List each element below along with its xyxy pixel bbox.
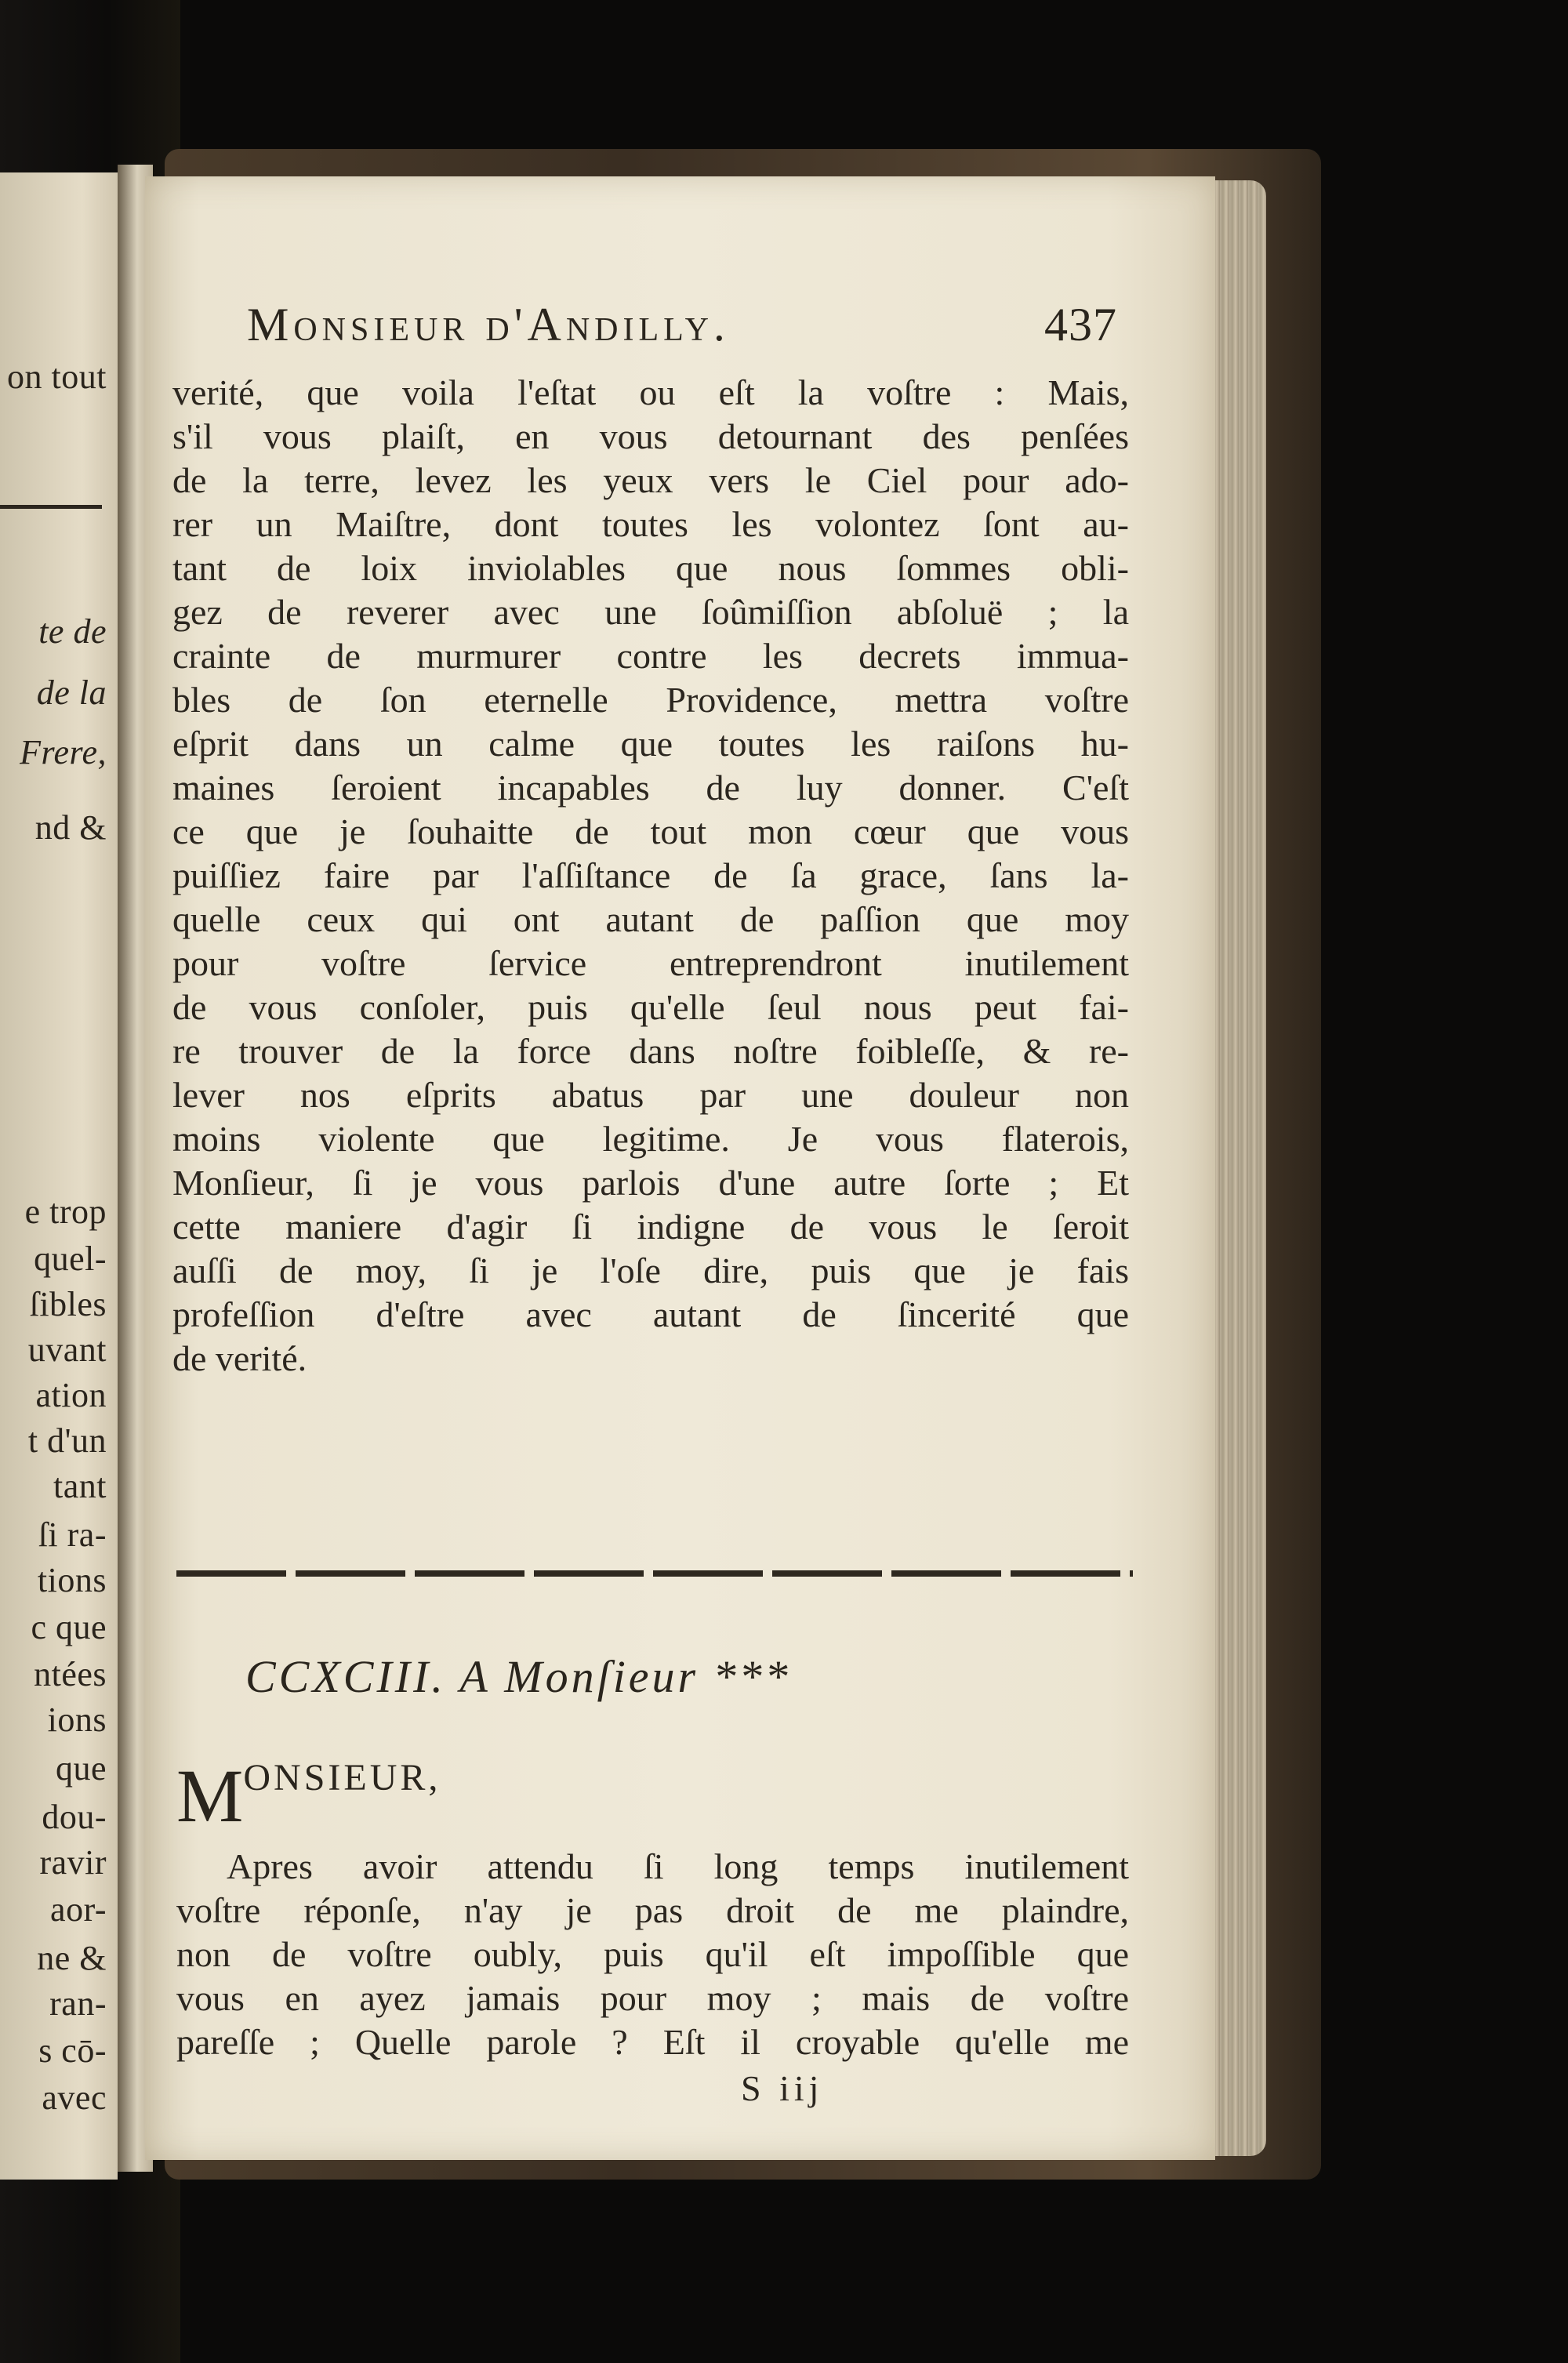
body-line: tant de loix inviolables que nous ſommes obli-: [172, 548, 1129, 588]
letter-line: pareſſe ; Quelle parole ? Eſt il croyable qu'elle me: [176, 2022, 1129, 2062]
left-page-fragment: e trop: [24, 1192, 107, 1231]
running-head: [247, 298, 1117, 352]
body-line: Monſieur, ſi je vous parlois d'une autre ſorte ; Et: [172, 1163, 1129, 1203]
letter-line: voſtre réponſe, n'ay je pas droit de me plaindre,: [176, 1890, 1129, 1930]
left-page-fragment: uvant: [27, 1330, 107, 1369]
body-line: eſprit dans un calme que toutes les raiſons hu-: [172, 724, 1129, 764]
left-page-fragment: tions: [37, 1561, 107, 1599]
left-page-fragment: avec: [42, 2078, 107, 2117]
left-page-fragment: ntées: [34, 1655, 107, 1693]
body-line: profeſſion d'eſtre avec autant de ſincerité que: [172, 1294, 1129, 1334]
body-line: auſſi de moy, ſi je l'oſe dire, puis que je fais: [172, 1250, 1129, 1290]
left-page-fragment: ne &: [37, 1939, 107, 1977]
body-line: gez de reverer avec une ſoûmiſſion abſoluë ; la: [172, 592, 1129, 632]
body-line: bles de ſon eternelle Providence, mettra voſtre: [172, 680, 1129, 720]
left-page-fragment: tant: [53, 1467, 107, 1505]
left-page-fragment: que: [55, 1749, 107, 1788]
body-line: de verité.: [172, 1338, 307, 1378]
left-page-fragment: t d'un: [27, 1421, 107, 1460]
letter-body: [176, 1845, 1129, 2064]
body-line: ce que je ſouhaitte de tout mon cœur que vous: [172, 811, 1129, 851]
body-line: maines ſeroient incapables de luy donner. C'eſt: [172, 768, 1129, 808]
letter-heading: CCXCIII. A Monſieur ***: [245, 1651, 791, 1702]
body-line: s'il vous plaiſt, en vous detournant des penſées: [172, 416, 1129, 456]
left-page-fragment: nd &: [34, 808, 107, 847]
body-line: de la terre, levez les yeux vers le Ciel pour ado-: [172, 460, 1129, 500]
salutation: [176, 1752, 441, 1839]
body-line: moins violente que legitime. Je vous flaterois,: [172, 1119, 1129, 1159]
left-page-fragment: ſi ra-: [38, 1515, 107, 1554]
letter-line: Apres avoir attendu ſi long temps inutilement: [227, 1846, 1129, 1886]
left-page-fragment: de la: [36, 673, 107, 712]
letter-line: non de voſtre oubly, puis qu'il eſt impoſſible que: [176, 1934, 1129, 1974]
left-page-fragment: s cō-: [38, 2031, 107, 2070]
left-page: [0, 172, 118, 2180]
left-page-fragment: ran-: [49, 1984, 107, 2023]
body-line: quelle ceux qui ont autant de paſſion que moy: [172, 899, 1129, 939]
letter-body-continued: [172, 371, 1129, 1381]
left-page-fragment: ravir: [39, 1843, 107, 1882]
body-line: lever nos eſprits abatus par une douleur non: [172, 1075, 1129, 1115]
body-line: puiſſiez faire par l'aſſiſtance de ſa grace, ſans la-: [172, 855, 1129, 895]
left-page-fragment: Frere,: [20, 733, 107, 771]
section-divider-rule: [176, 1570, 1133, 1577]
left-page-fragment: c que: [31, 1608, 107, 1646]
body-line: verité, que voila l'eſtat ou eſt la voſtre : Mais,: [172, 372, 1129, 412]
left-page-rule: [0, 505, 102, 509]
body-line: re trouver de la force dans noſtre foibleſſe, & re-: [172, 1031, 1129, 1071]
letter-line: vous en ayez jamais pour moy ; mais de voſtre: [176, 1978, 1129, 2018]
left-page-fragment: quel-: [34, 1240, 107, 1278]
left-page-fragment: te de: [38, 612, 107, 651]
left-page-fragment: dou-: [42, 1798, 107, 1836]
salutation-initial: M: [176, 1754, 244, 1838]
left-page-fragment: ation: [35, 1376, 107, 1414]
page-number: 437: [1044, 299, 1117, 350]
salutation-rest: ONSIEUR,: [243, 1757, 441, 1799]
running-head-title: Monsieur d'Andilly.: [247, 299, 730, 350]
right-page: [145, 176, 1215, 2160]
body-line: pour voſtre ſervice entreprendront inutilement: [172, 943, 1129, 983]
signature-mark: S iij: [741, 2068, 824, 2108]
body-line: cette maniere d'agir ſi indigne de vous le ſeroit: [172, 1207, 1129, 1247]
left-page-fragment: on tout: [7, 358, 107, 396]
left-page-fragment: ſibles: [29, 1285, 107, 1323]
left-page-fragment: ions: [47, 1701, 107, 1739]
body-line: crainte de murmurer contre les decrets immua-: [172, 636, 1129, 676]
body-line: de vous conſoler, puis qu'elle ſeul nous peut fai-: [172, 987, 1129, 1027]
body-line: rer un Maiſtre, dont toutes les volontez ſont au-: [172, 504, 1129, 544]
left-page-fragment: aor-: [50, 1890, 107, 1929]
